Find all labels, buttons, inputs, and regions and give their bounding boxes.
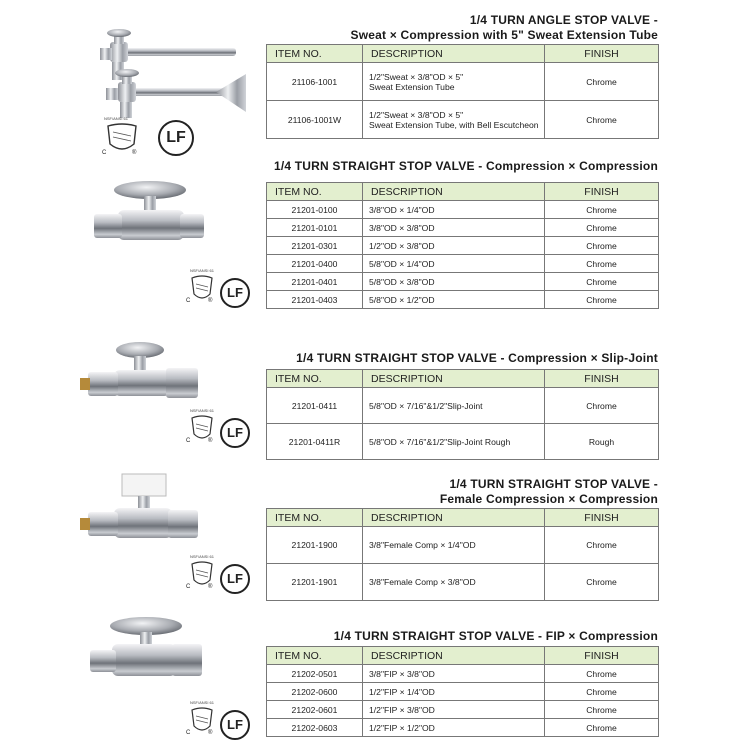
- description-cell: 3/8"Female Comp × 3/8"OD: [363, 564, 545, 601]
- description-cell: 5/8"OD × 1/2"OD: [363, 291, 545, 309]
- description-cell: 3/8"OD × 3/8"OD: [363, 219, 545, 237]
- title-line: 1/4 TURN STRAIGHT STOP VALVE - Compression × Slip-Joint: [296, 351, 658, 365]
- description-cell: 5/8"OD × 7/16"&1/2"Slip-Joint: [363, 388, 545, 424]
- spec-table: [266, 646, 659, 737]
- table-header-row: [267, 45, 659, 63]
- nsf-label: NSF/ANSI 61: [190, 554, 215, 559]
- table-row: [267, 701, 659, 719]
- finish-cell: Chrome: [545, 273, 659, 291]
- description-line: Sweat Extension Tube: [369, 81, 455, 92]
- nsf-label: NSF/ANSI 61: [190, 268, 215, 273]
- table-row: [267, 683, 659, 701]
- item-number: 21201-0301: [267, 237, 363, 255]
- c-mark: C: [186, 730, 191, 736]
- item-number: 21202-0600: [267, 683, 363, 701]
- finish-cell: Chrome: [545, 564, 659, 601]
- item-number: 21201-0411R: [267, 424, 363, 460]
- table-row: [267, 291, 659, 309]
- finish-cell: Chrome: [545, 237, 659, 255]
- table-header-row: [267, 647, 659, 665]
- title-line: 1/4 TURN STRAIGHT STOP VALVE - Compression × Compression: [273, 159, 658, 173]
- finish-cell: Chrome: [545, 101, 659, 139]
- header-item: ITEM NO.: [267, 45, 363, 63]
- table-row: [267, 564, 659, 601]
- c-mark: C: [186, 584, 191, 590]
- finish-cell: Chrome: [545, 201, 659, 219]
- lf-badge: [220, 710, 250, 740]
- table-row: [267, 255, 659, 273]
- straight-stop-valve-icon: [88, 180, 208, 260]
- title-line: Sweat × Compression with 5" Sweat Extension Tube: [350, 28, 658, 42]
- description-cell: 3/8"OD × 1/4"OD: [363, 201, 545, 219]
- female-compression-stop-valve-icon: [80, 470, 210, 560]
- table-row: [267, 273, 659, 291]
- item-number: 21201-1900: [267, 527, 363, 564]
- description-cell: 3/8"Female Comp × 1/4"OD: [363, 527, 545, 564]
- title-line: 1/4 TURN STRAIGHT STOP VALVE -: [449, 477, 658, 491]
- item-number: 21201-0411: [267, 388, 363, 424]
- item-number: 21201-0101: [267, 219, 363, 237]
- spec-table: [266, 369, 659, 460]
- finish-cell: Chrome: [545, 683, 659, 701]
- finish-cell: Chrome: [545, 719, 659, 737]
- lf-text: LF: [227, 425, 243, 440]
- finish-cell: Chrome: [545, 63, 659, 101]
- table-row: [267, 665, 659, 683]
- r-mark: ®: [208, 730, 213, 736]
- section-title: [296, 351, 658, 365]
- section-title: [334, 629, 658, 643]
- description-cell: 3/8"FIP × 3/8"OD: [363, 665, 545, 683]
- item-number: 21202-0603: [267, 719, 363, 737]
- lf-badge: [220, 564, 250, 594]
- r-mark: ®: [208, 438, 213, 444]
- title-line: Female Compression × Compression: [439, 492, 658, 506]
- header-item: ITEM NO.: [267, 647, 363, 665]
- nsf-label: NSF/ANSI 61: [190, 408, 215, 413]
- finish-cell: Chrome: [545, 255, 659, 273]
- item-number: 21201-0401: [267, 273, 363, 291]
- description-cell: 1/2"FIP × 3/8"OD: [363, 701, 545, 719]
- finish-cell: Chrome: [545, 701, 659, 719]
- finish-cell: Chrome: [545, 665, 659, 683]
- description-cell: [363, 101, 545, 139]
- section-title: [351, 13, 658, 42]
- item-number: 21201-0100: [267, 201, 363, 219]
- table-row: [267, 219, 659, 237]
- description-cell: 1/2"OD × 3/8"OD: [363, 237, 545, 255]
- table-header-row: [267, 183, 659, 201]
- finish-cell: Chrome: [545, 527, 659, 564]
- item-number: 21201-1901: [267, 564, 363, 601]
- title-line: 1/4 TURN STRAIGHT STOP VALVE - FIP × Compression: [333, 629, 658, 643]
- header-finish: FINISH: [545, 370, 659, 388]
- lf-text: LF: [227, 285, 243, 300]
- description-cell: 5/8"OD × 7/16"&1/2"Slip-Joint Rough: [363, 424, 545, 460]
- item-number: 21202-0601: [267, 701, 363, 719]
- angle-stop-valve-with-tube-icon: [86, 28, 266, 128]
- r-mark: ®: [208, 584, 213, 590]
- item-number: 21106-1001W: [267, 101, 363, 139]
- section-title: [274, 159, 658, 173]
- table-row: [267, 201, 659, 219]
- header-description: DESCRIPTION: [363, 647, 545, 665]
- header-description: DESCRIPTION: [363, 509, 545, 527]
- lf-badge: [158, 120, 194, 156]
- header-item: ITEM NO.: [267, 183, 363, 201]
- section-title: [440, 477, 658, 506]
- header-description: DESCRIPTION: [363, 45, 545, 63]
- spec-table: [266, 182, 659, 309]
- description-cell: 5/8"OD × 1/4"OD: [363, 255, 545, 273]
- item-number: 21201-0403: [267, 291, 363, 309]
- header-item: ITEM NO.: [267, 370, 363, 388]
- description-cell: 5/8"OD × 3/8"OD: [363, 273, 545, 291]
- header-item: ITEM NO.: [267, 509, 363, 527]
- description-cell: 1/2"FIP × 1/2"OD: [363, 719, 545, 737]
- fip-stop-valve-icon: [86, 614, 206, 694]
- table-row: [267, 527, 659, 564]
- description-line: 1/2"Sweat × 3/8"OD × 5": [369, 71, 464, 82]
- c-mark: C: [186, 298, 191, 304]
- description-line: Sweat Extension Tube, with Bell Escutcheon: [369, 119, 539, 130]
- table-row: [267, 101, 659, 139]
- spec-table: [266, 508, 659, 601]
- nsf-label: NSF/ANSI 61: [190, 700, 215, 705]
- table-header-row: [267, 370, 659, 388]
- header-description: DESCRIPTION: [363, 183, 545, 201]
- r-mark: ®: [208, 298, 213, 304]
- item-number: 21202-0501: [267, 665, 363, 683]
- spec-table: [266, 44, 659, 139]
- header-finish: FINISH: [545, 509, 659, 527]
- nsf-label: NSF/ANSI 61: [104, 116, 129, 121]
- c-mark: C: [102, 150, 107, 156]
- header-finish: FINISH: [545, 45, 659, 63]
- description-cell: [363, 63, 545, 101]
- lf-text: LF: [227, 717, 243, 732]
- table-row: [267, 63, 659, 101]
- header-finish: FINISH: [545, 183, 659, 201]
- table-row: [267, 237, 659, 255]
- header-description: DESCRIPTION: [363, 370, 545, 388]
- slip-joint-stop-valve-icon: [80, 338, 210, 418]
- finish-cell: Chrome: [545, 291, 659, 309]
- item-number: 21201-0400: [267, 255, 363, 273]
- title-line: 1/4 TURN ANGLE STOP VALVE -: [469, 13, 658, 27]
- c-mark: C: [186, 438, 191, 444]
- description-line: 1/2"Sweat × 3/8"OD × 5": [369, 109, 464, 120]
- table-row: [267, 424, 659, 460]
- table-row: [267, 388, 659, 424]
- lf-badge: [220, 278, 250, 308]
- lf-text: LF: [166, 129, 186, 146]
- item-number: 21106-1001: [267, 63, 363, 101]
- lf-text: LF: [227, 571, 243, 586]
- r-mark: ®: [132, 150, 137, 156]
- description-cell: 1/2"FIP × 1/4"OD: [363, 683, 545, 701]
- lf-badge: [220, 418, 250, 448]
- finish-cell: Chrome: [545, 388, 659, 424]
- finish-cell: Rough: [545, 424, 659, 460]
- header-finish: FINISH: [545, 647, 659, 665]
- table-header-row: [267, 509, 659, 527]
- finish-cell: Chrome: [545, 219, 659, 237]
- table-row: [267, 719, 659, 737]
